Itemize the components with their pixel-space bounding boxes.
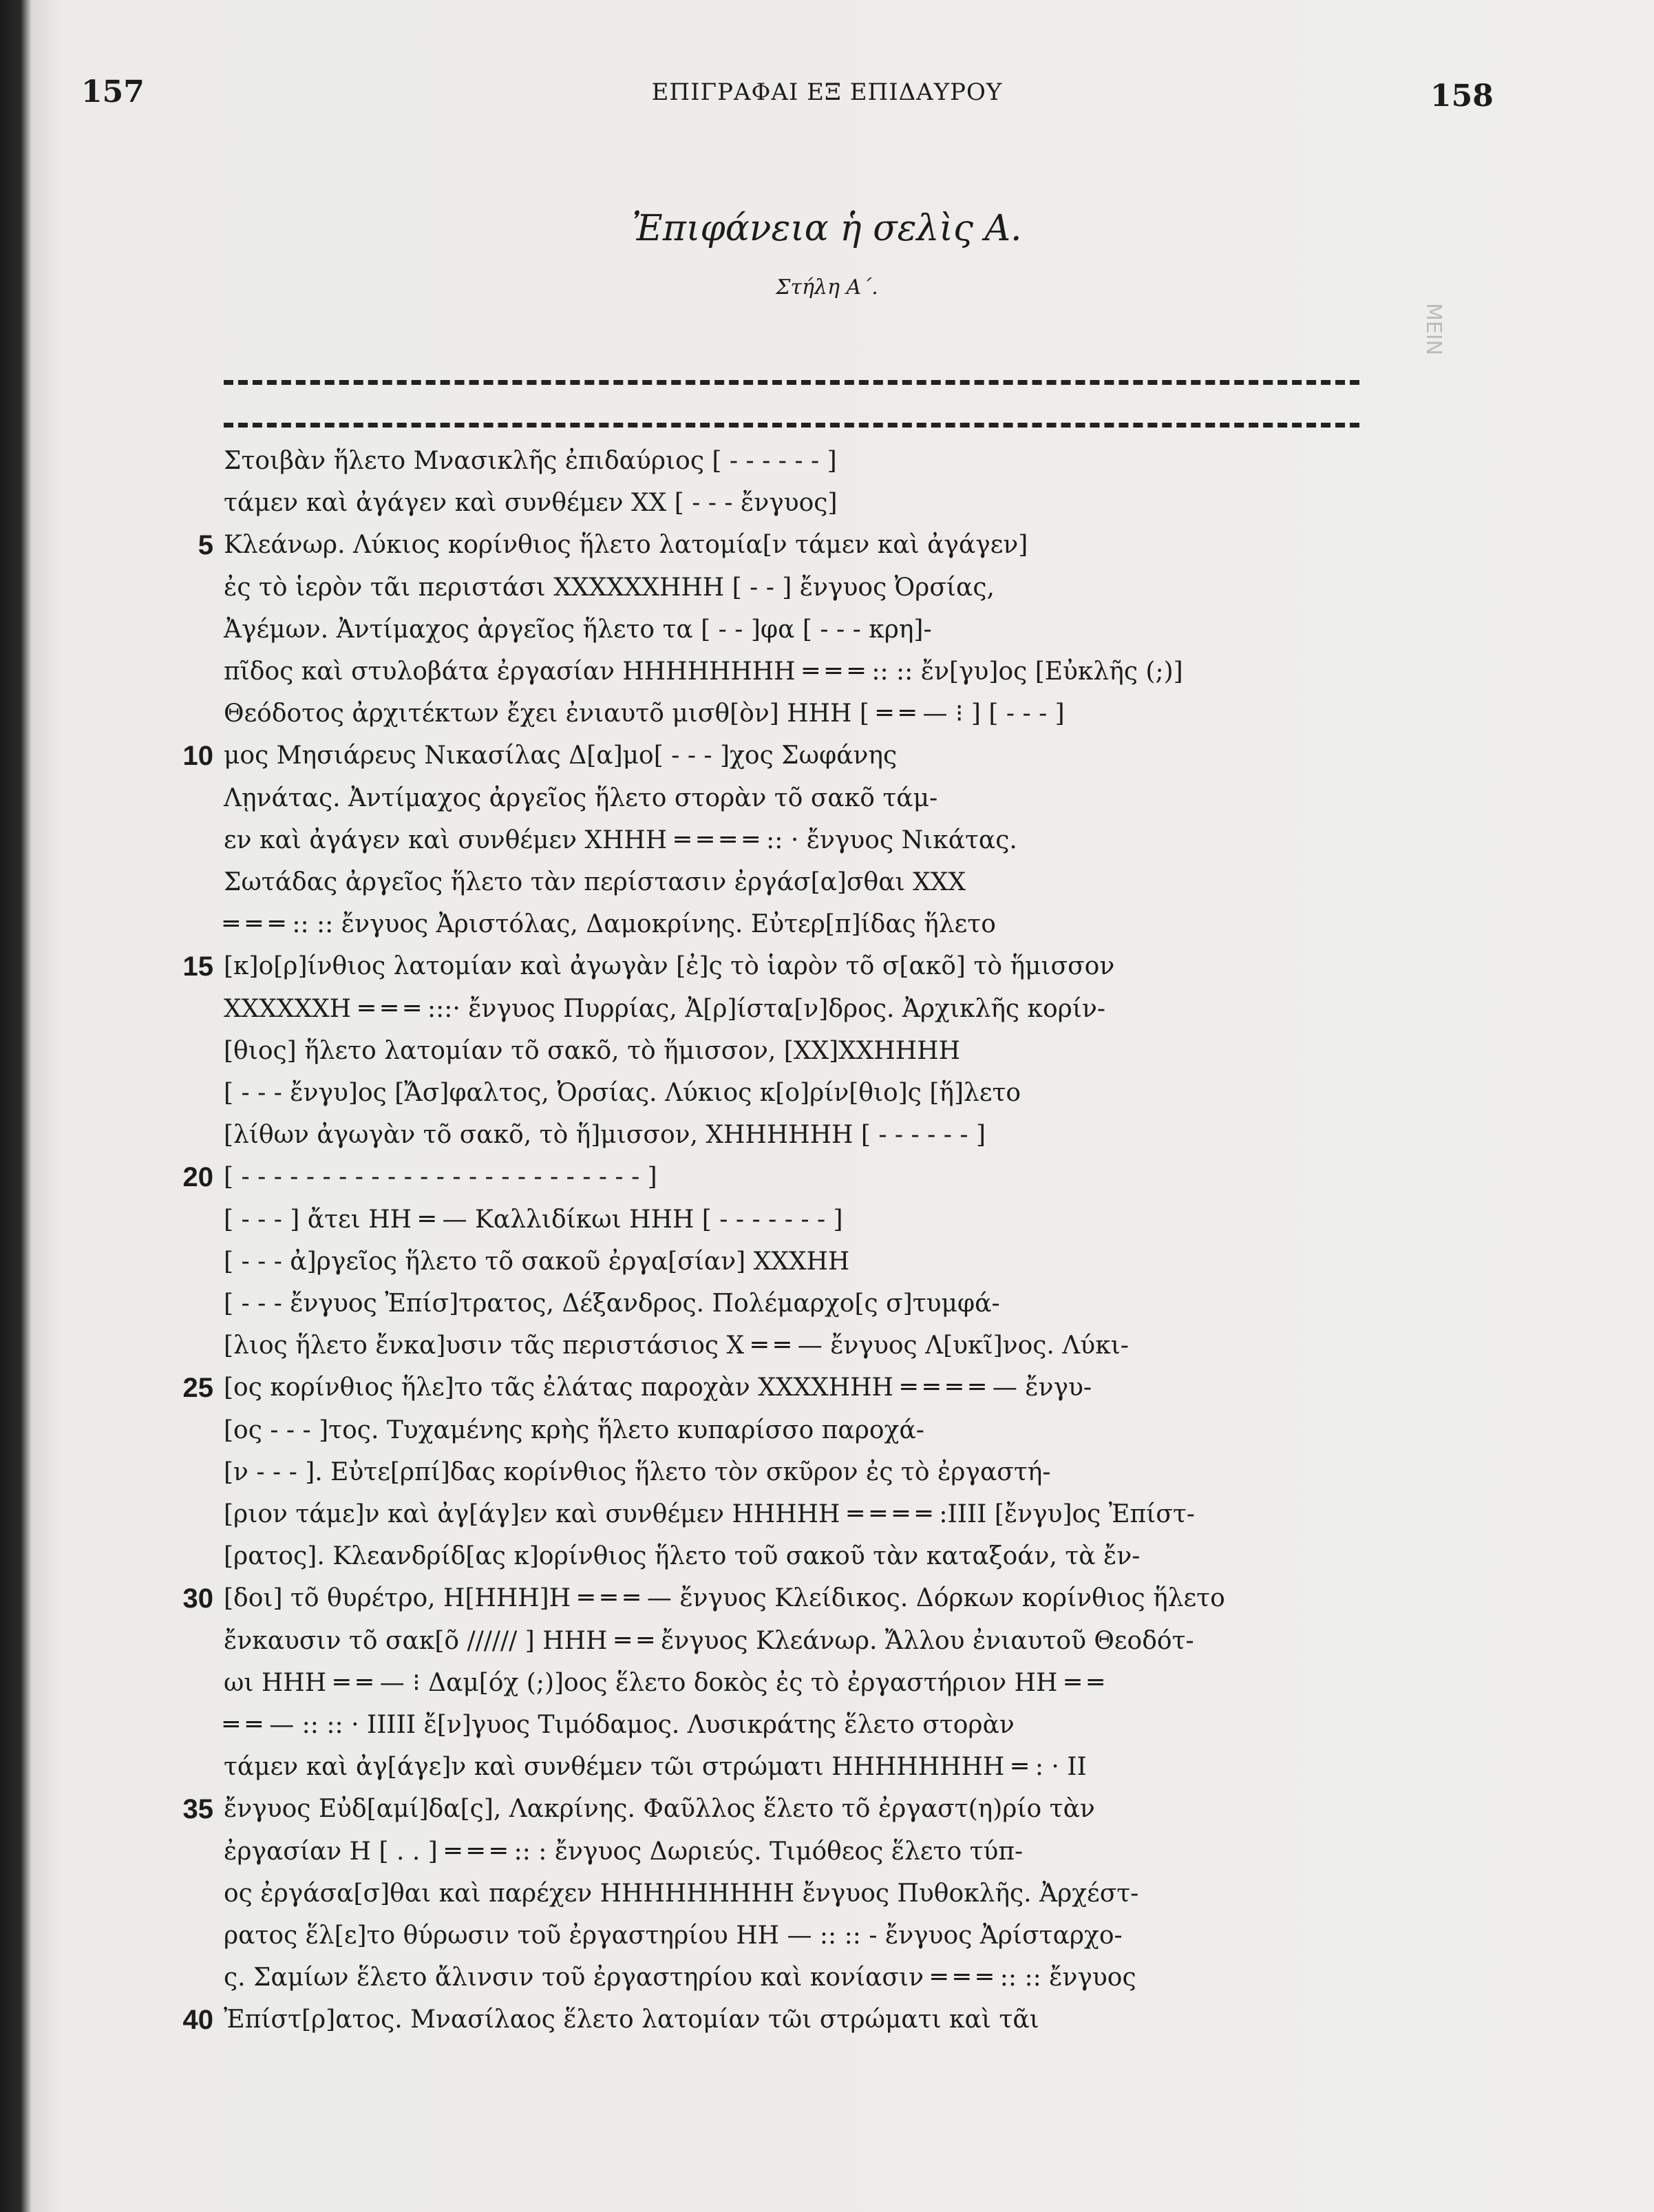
line-number: 15 (182, 951, 213, 982)
line-text: Στοιβὰν ἥλετο Μνασικλῆς ἐπιδαύριος [ - - - - - - ] (224, 447, 837, 475)
line-number: 35 (182, 1794, 213, 1825)
line-text: ρατος ἕλ[ε]το θύρωσιν τοῦ ἐργαστηρίου ΗΗ — :: :: - ἔνγυος Ἀρίσταρχο- (224, 1921, 1123, 1950)
line-text: [θιος] ἥλετο λατομίαν τõ σακõ, τὸ ἥμισσον, [ΧΧ]ΧΧΗΗΗΗ (224, 1036, 960, 1065)
line-text: ς. Σαμίων ἕλετο ἄλινσιν τοῦ ἐργαστηρίου καὶ κονίασιν ═ ═ ═ :: :: ἔνγυος (224, 1963, 1136, 1992)
line-number: 10 (182, 741, 213, 772)
text-line (0, 1241, 1654, 1283)
text-line (0, 651, 1654, 693)
line-text: [ος - - - ]τος. Τυχαμένης κρὴς ἥλετο κυπαρίσσο παροχά- (224, 1415, 924, 1444)
text-line (0, 441, 1654, 482)
text-line (0, 567, 1654, 609)
line-text: Ἐπίστ[ρ]ατος. Μνασίλαος ἕλετο λατομίαν τῶι στρώματι καὶ τᾶι (224, 2005, 1039, 2034)
line-number: 40 (182, 2005, 213, 2036)
line-text: Σωτάδας ἀργεῖος ἥλετο τὰν περίστασιν ἐργάσ[α]σθαι ΧΧΧ (224, 868, 966, 896)
line-text: πῖδος καὶ στυλοβάτα ἐργασίαν ΗΗΗΗΗΗΗΗ ═ ═ ═ :: :: ἔν[γυ]ος [Εὐκλῆς (;)] (224, 657, 1183, 686)
line-number: 5 (198, 530, 213, 561)
text-line (0, 1367, 1654, 1409)
line-text: ἐς τὸ ἱερὸν τᾶι περιστάσι ΧΧΧΧΧΧΗΗΗ [ - - ] ἔνγυος Ὀρσίας, (224, 573, 995, 602)
text-line (0, 1621, 1654, 1662)
text-line (0, 1494, 1654, 1535)
lacuna-line (224, 380, 1359, 385)
lacuna-line (224, 423, 1359, 428)
line-text: ἔνκαυσιν τõ σακ[õ ////// ] ΗΗΗ ═ ═ ἔνγυος Κλεάνωρ. Ἄλλου ἐνιαυτοῦ Θεοδότ- (224, 1626, 1194, 1655)
text-line (0, 1873, 1654, 1915)
line-text: [ - - - ἀ]ργεῖος ἥλετο τõ σακοῦ ἐργα[σίαν] ΧΧΧΗΗ (224, 1247, 850, 1276)
running-title: ΕΠΙΓΡΑΦΑΙ ΕΞ ΕΠΙΔΑΥΡΟΥ (651, 78, 1003, 106)
line-text: [λιος ἥλετο ἔνκα]υσιν τᾶς περιστάσιος Χ ═ ═ — ἔνγυος Λ[υκῖ]νος. Λύκι- (224, 1331, 1129, 1360)
line-text: εν καὶ ἀγάγεν καὶ συνθέμεν ΧΗΗΗ ═ ═ ═ ═ :: · ἔνγυος Νικάτας. (224, 825, 1017, 854)
line-text: [ος κορίνθιος ἥλε]το τᾶς ἐλάτας παροχὰν ΧΧΧΧΗΗΗ ═ ═ ═ ═ — ἔνγυ- (224, 1373, 1092, 1402)
text-line (0, 946, 1654, 987)
stele-subtitle: Στήλη Α΄. (776, 275, 878, 299)
line-text: [λίθων ἀγωγὰν τõ σακõ, τὸ ἥ]μισσον, ΧΗΗΗΗΗΗ [ - - - - - - ] (224, 1121, 986, 1150)
text-line (0, 1578, 1654, 1619)
text-line (0, 1031, 1654, 1072)
text-line (0, 1452, 1654, 1493)
text-line (0, 989, 1654, 1030)
line-text: ═ ═ ═ :: :: ἔνγυος Ἀριστόλας, Δαμοκρίνης. Εὐτερ[π]ίδας ἥλετο (224, 910, 996, 939)
text-line (0, 820, 1654, 861)
text-line (0, 778, 1654, 819)
text-line (0, 609, 1654, 651)
line-text: τάμεν καὶ ἀγ[άγε]ν καὶ συνθέμεν τῶι στρώματι ΗΗΗΗΗΗΗΗ ═ : · ΙΙ (224, 1753, 1087, 1782)
page-number-left: 157 (81, 74, 145, 109)
line-text: ος ἐργάσα[σ]θαι καὶ παρέχεν ΗΗΗΗΗΗΗΗΗ ἔνγυος Πυθοκλῆς. Ἀρχέστ- (224, 1879, 1139, 1908)
margin-stamp: ΜΕΙΝ (1421, 303, 1445, 356)
line-text: Θεόδοτος ἀρχιτέκτων ἔχει ἐνιαυτõ μισθ[ὸν] ΗΗΗ [ ═ ═ — ⁝ ] [ - - - ] (224, 699, 1065, 728)
text-line (0, 483, 1654, 524)
text-line (0, 1283, 1654, 1325)
text-line (0, 1073, 1654, 1114)
line-text: [κ]ο[ρ]ίνθιος λατομίαν καὶ ἀγωγὰν [ἐ]ς τὸ ἱαρὸν τõ σ[ακõ] τὸ ἥμισσον (224, 952, 1115, 981)
text-line (0, 904, 1654, 945)
text-line (0, 1325, 1654, 1367)
line-text: [δοι] τõ θυρέτρο, Η[ΗΗΗ]Η ═ ═ ═ — ἔνγυος Κλείδικος. Δόρκων κορίνθιος ἥλετο (224, 1584, 1225, 1613)
line-text: ΧΧΧΧΧΧΗ ═ ═ ═ :::· ἔνγυος Πυρρίας, Ἀ[ρ]ίστα[ν]δρος. Ἀρχικλῆς κορίν- (224, 994, 1105, 1023)
text-line (0, 1663, 1654, 1704)
line-text: Λῃνάτας. Ἀντίμαχος ἀργεῖος ἥλετο στορὰν τõ σακõ τάμ- (224, 783, 938, 812)
line-text: Ἀγέμων. Ἀντίμαχος ἀργεῖος ἥλετο τα [ - - ]φα [ - - - κρη]- (224, 615, 932, 644)
text-line (0, 1999, 1654, 2041)
text-line (0, 1705, 1654, 1746)
text-line (0, 1747, 1654, 1788)
line-text: Κλεάνωρ. Λύκιος κορίνθιος ἥλετο λατομία[ν τάμεν καὶ ἀγάγεν] (224, 531, 1028, 560)
line-text: ═ ═ — :: :: · ΙΙΙΙΙ ἔ[ν]γυος Τιμόδαμος. Λυσικράτης ἕλετο στορὰν (224, 1711, 1015, 1739)
line-text: ωι ΗΗΗ ═ ═ — ⁝ Δαμ[όχ (;)]οος ἕλετο δοκὸς ἐς τὸ ἐργαστήριον ΗΗ ═ ═ (224, 1668, 1103, 1697)
line-text: τάμεν καὶ ἀγάγεν καὶ συνθέμεν ΧΧ [ - - - ἔνγυος] (224, 489, 838, 518)
text-line (0, 525, 1654, 566)
text-line (0, 862, 1654, 903)
text-line (0, 1536, 1654, 1577)
line-text: [ν - - - ]. Εὐτε[ρπί]δας κορίνθιος ἥλετο τὸν σκῦρον ἐς τὸ ἐργαστή- (224, 1457, 1051, 1486)
line-text: ἐργασίαν Η [ . . ] ═ ═ ═ :: : ἔνγυος Δωριεύς. Τιμόθεος ἕλετο τύπ- (224, 1837, 1024, 1866)
text-line (0, 1957, 1654, 1999)
page-number-right: 158 (1430, 78, 1494, 114)
line-text: [ριον τάμε]ν καὶ ἀγ[άγ]εν καὶ συνθέμεν ΗΗΗΗΗ ═ ═ ═ ═ :ΙΙΙΙ [ἔνγυ]ος Ἐπίστ- (224, 1500, 1195, 1528)
line-text: [ - - - ἔνγυος Ἐπίσ]τρατος, Δέξανδρος. Πολέμαρχο[ς σ]τυμφά- (224, 1289, 1000, 1318)
text-line (0, 1831, 1654, 1873)
text-line (0, 1157, 1654, 1198)
text-line (0, 735, 1654, 777)
line-text: [ - - - ἔνγυ]ος [Ἄσ]φαλτος, Ὀρσίας. Λύκιος κ[ο]ρίν[θιο]ς [ἥ]λετο (224, 1079, 1021, 1107)
text-line (0, 1115, 1654, 1156)
section-title: Ἐπιφάνεια ἡ σελὶς Α. (632, 208, 1022, 249)
text-line (0, 1789, 1654, 1830)
text-line (0, 1915, 1654, 1957)
text-line (0, 1410, 1654, 1451)
line-number: 20 (182, 1162, 213, 1193)
text-line (0, 1199, 1654, 1241)
text-line (0, 693, 1654, 735)
page-header (0, 74, 1654, 123)
line-number: 30 (182, 1583, 213, 1614)
line-text: [ - - - - - - - - - - - - - - - - - - - - - - - - - ] (224, 1163, 657, 1192)
line-text: ἔνγυος Εὐδ[αμί]δα[ς], Λακρίνης. Φαῦλλος ἕλετο τõ ἐργαστ(η)ρίο τὰν (224, 1795, 1095, 1824)
line-text: [ - - - ] ἄτει ΗΗ ═ — Καλλιδίκωι ΗΗΗ [ - - - - - - - ] (224, 1205, 843, 1234)
line-text: [ρατος]. Κλεανδρίδ[ας κ]ορίνθιος ἥλετο τοῦ σακοῦ τὰν καταξοάν, τὰ ἔν- (224, 1542, 1141, 1571)
line-text: μος Μησιάρευς Νικασίλας Δ[α]μο[ - - - ]χος Σωφάνης (224, 741, 898, 770)
line-number: 25 (182, 1373, 213, 1404)
